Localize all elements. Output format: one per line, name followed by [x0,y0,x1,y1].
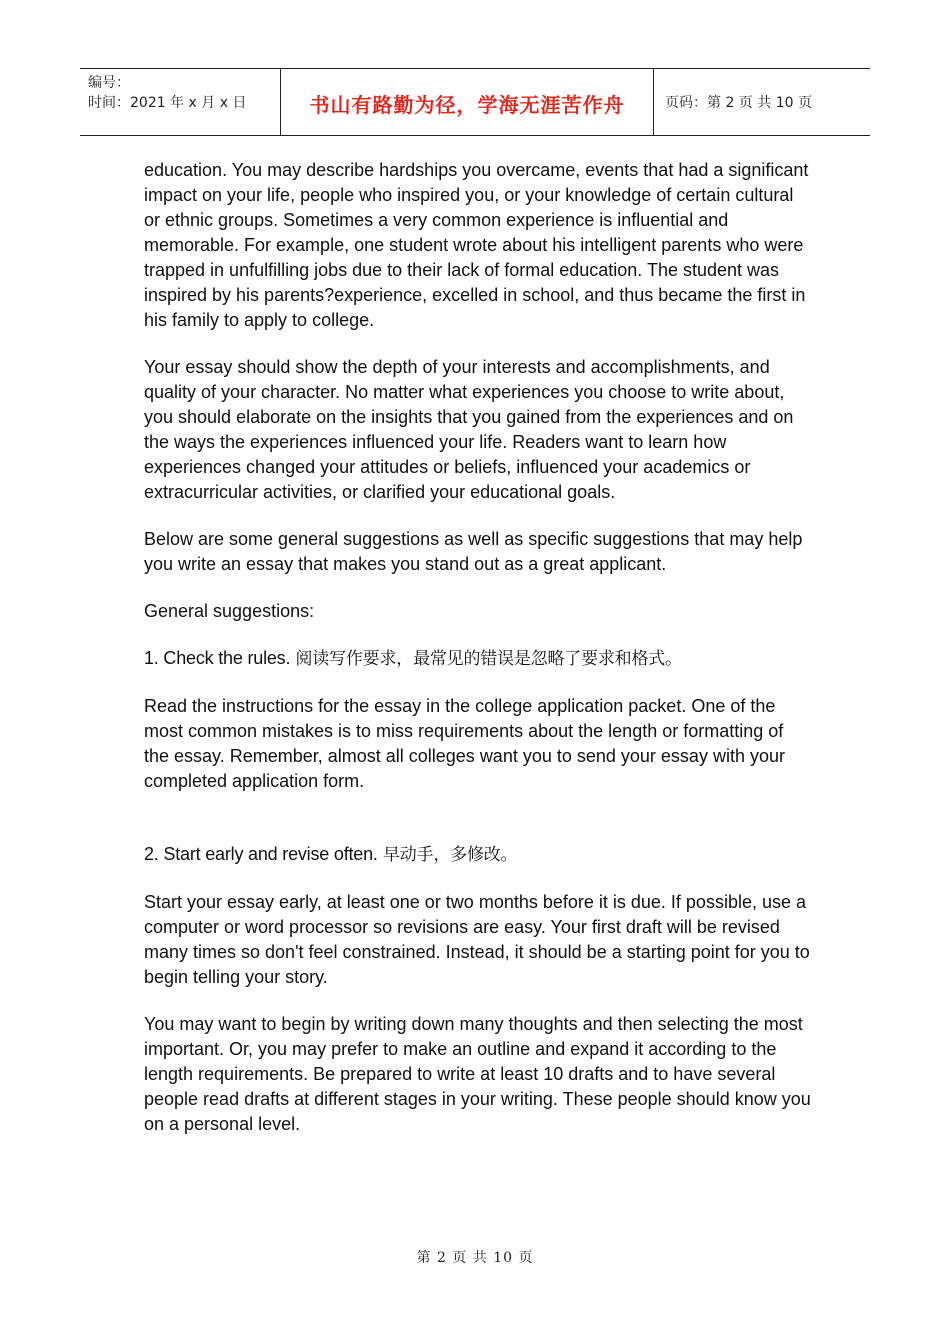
header-page-info [654,69,870,135]
page-footer [0,1247,950,1267]
paragraph: education. You may describe hardships you overcame, events that had a significant impact on your life, people who inspired you, or your knowledge of certain cultural or ethnic groups. Sometimes a very common experience is influential and memorable. For example, one student wrote about his intelligent parents who were trapped in unfulfilling jobs due to their lack of formal education. The student was inspired by his parents?experience, excelled in school, and thus became the first in his family to apply to college. [144,160,809,330]
suggestion-heading-2 [144,842,812,868]
document-code-label: 编号： [88,75,130,91]
motto-text: 书山有路勤为径，学海无涯苦作舟 [309,92,625,117]
paragraph: You may want to begin by writing down many thoughts and then selecting the most important. Or, you may prefer to make an outline and expand it according to the length requirements. Be prepared to write at least 10 drafts and to have several people read drafts at different stages in your writing. These people should know you on a personal level. [144,1014,811,1134]
paragraph: Below are some general suggestions as well as specific suggestions that may help you write an essay that makes you stand out as a great applicant. [144,529,803,574]
suggestion-heading-1 [144,646,812,672]
heading-english: 2. Start early and revise often. [144,844,378,864]
paragraph: Your essay should show the depth of your interests and accomplishments, and quality of your character. No matter what experiences you choose to write about, you should elaborate on the insights that you gained from the experiences and on the ways the experiences influenced your life. Readers want to learn how experiences changed your attitudes or beliefs, influenced your academics or extracurricular activities, or clarified your educational goals. [144,357,794,502]
footer-page-number: 第 2 页 共 10 页 [416,1250,534,1266]
heading-chinese: 阅读写作要求，最常见的错误是忽略了要求和格式。 [290,649,682,669]
document-date: 时间：2021 年 x 月 x 日 [88,95,247,111]
page-info-text: 页码：第 2 页 共 10 页 [665,95,812,111]
paragraph: Read the instructions for the essay in the college application packet. One of the most common mistakes is to miss requirements about the length or formatting of the essay. Remember, almost all colleges want you to send your essay with your completed application form. [144,696,785,791]
header-meta [80,69,281,135]
document-body [144,158,812,1159]
header-motto-cell [281,69,654,135]
heading-english: 1. Check the rules. [144,648,291,668]
section-intro: General suggestions: [144,601,315,621]
heading-chinese: 早动手，多修改。 [377,845,518,865]
paragraph: Start your essay early, at least one or two months before it is due. If possible, use a computer or word processor so revisions are easy. Your first draft will be revised many times so don't feel constrained. Instead, it should be a starting point for you to begin telling your story. [144,892,810,987]
page-header [80,68,870,136]
